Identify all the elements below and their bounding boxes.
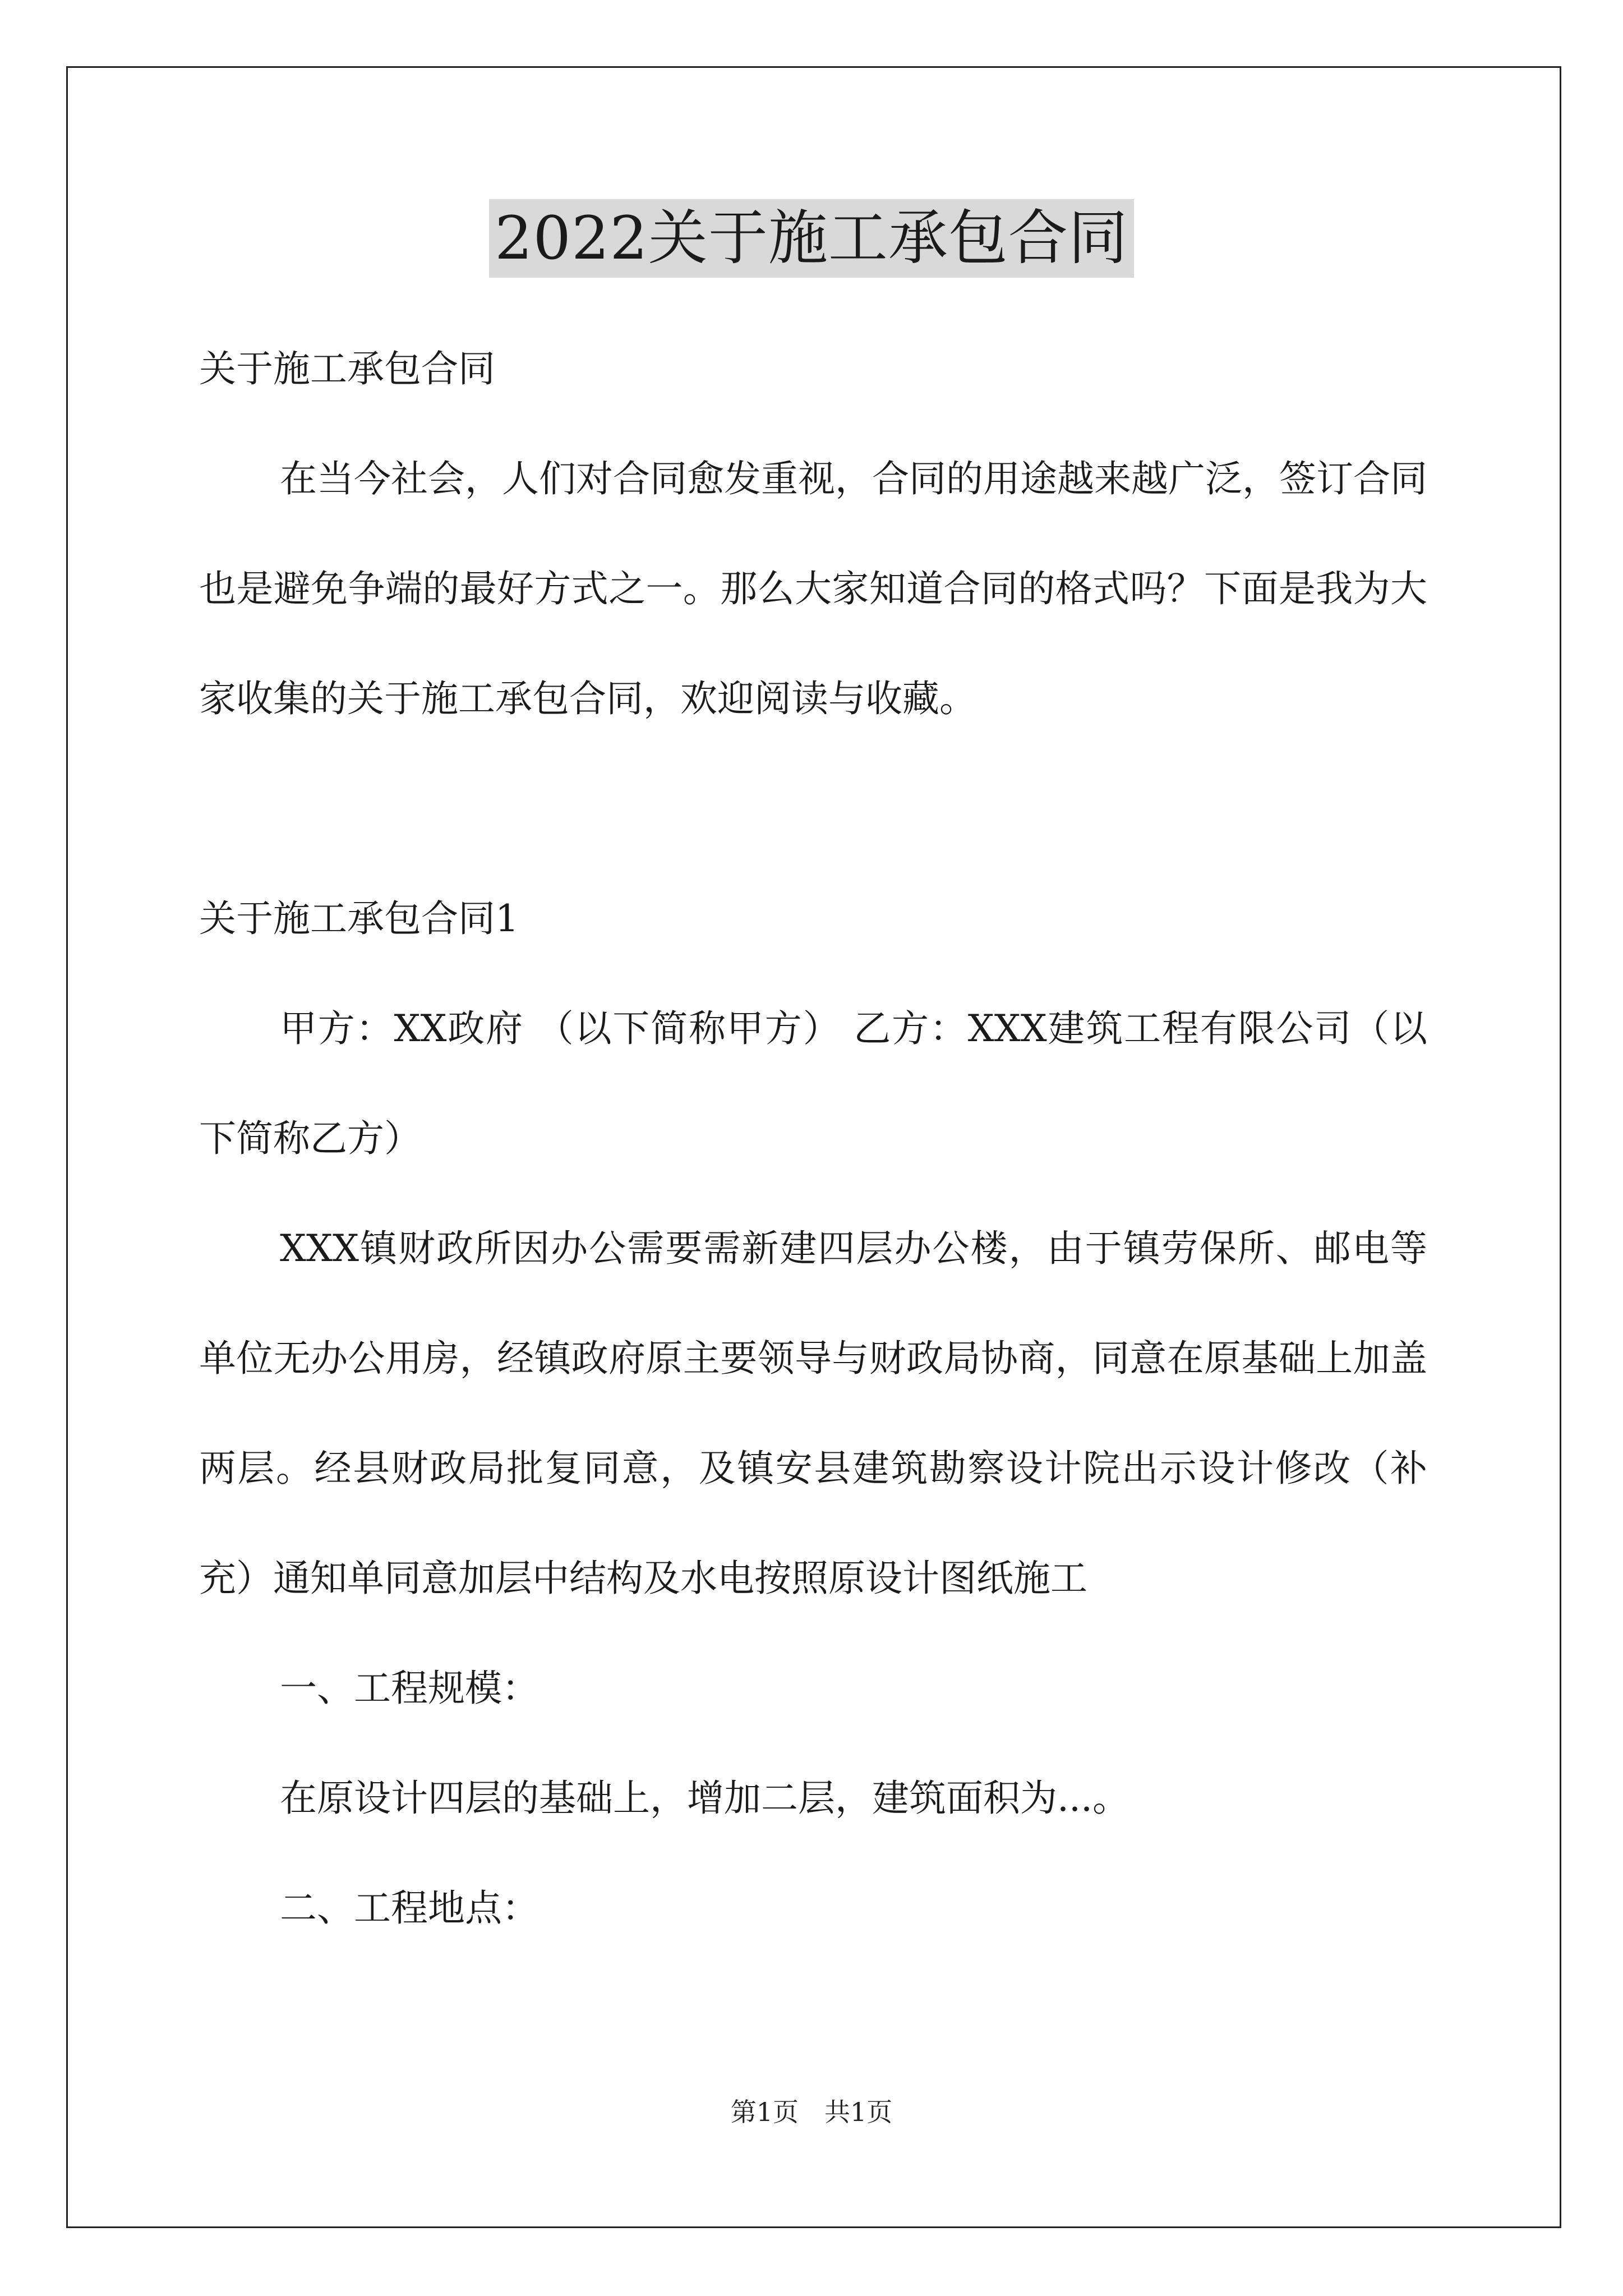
document-title: 2022关于施工承包合同 xyxy=(489,199,1134,278)
page-footer: 第1页 共1页 xyxy=(730,2097,893,2127)
paragraph-heading: 关于施工承包合同 xyxy=(199,347,495,390)
spacer xyxy=(199,754,1427,864)
document-body xyxy=(199,314,1427,1963)
paragraph-item-1-heading: 一、工程规模： xyxy=(280,1667,539,1710)
paragraph-background: XXX镇财政所因办公需要需新建四层办公楼，由于镇劳保所、邮电等单位无办公用房，经镇政府原主要领导与财政局协商，同意在原基础上加盖两层。经县财政局批复同意，及镇安县建筑勘察设计院出示设计修改（补充）通知单同意加层中结构及水电按照原设计图纸施工 xyxy=(199,1227,1427,1600)
paragraph-parties: 甲方：XX政府 （以下简称甲方） 乙方：XXX建筑工程有限公司（以下简称乙方） xyxy=(199,1007,1427,1160)
paragraph-intro: 在当今社会，人们对合同愈发重视，合同的用途越来越广泛，签订合同也是避免争端的最好方式之一。那么大家知道合同的格式吗？下面是我为大家收集的关于施工承包合同，欢迎阅读与收藏。 xyxy=(199,457,1427,720)
paragraph-item-1-body: 在原设计四层的基础上，增加二层，建筑面积为...。 xyxy=(280,1777,1129,1820)
title-container xyxy=(0,199,1623,278)
paragraph-section-title: 关于施工承包合同1 xyxy=(199,897,519,940)
paragraph-item-2-heading: 二、工程地点： xyxy=(280,1887,539,1930)
